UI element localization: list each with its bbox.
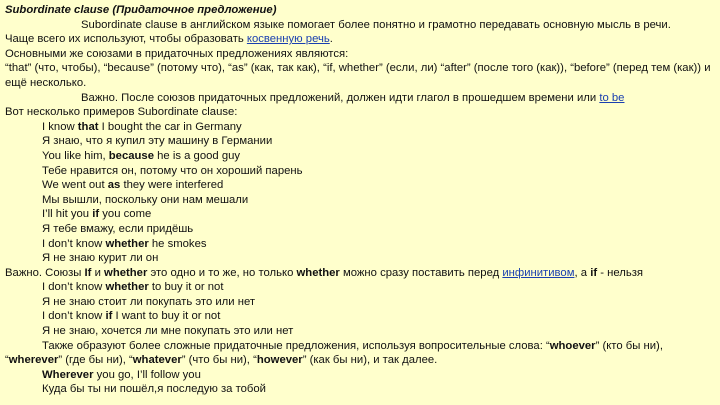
page-title: Subordinate clause (Придаточное предложение)	[5, 4, 277, 16]
example-translation: Тебе нравится он, потому что он хороший парень	[42, 164, 303, 177]
example-line: I don’t know whether he smokes	[42, 237, 207, 250]
intro-paragraph: Subordinate clause в английском языке помогает более понятно и грамотно передавать основную мысль в речи.	[81, 18, 671, 31]
example-line: I know that I bought the car in Germany	[42, 120, 242, 133]
keyword: whether	[105, 281, 149, 294]
example-translation: Мы вышли, поскольку они нам мешали	[42, 193, 249, 206]
if-whether-note: Важно. Союзы If и whether это одно и то же, но только whether можно сразу поставить перед инфинитивом, а if - нельзя	[5, 266, 644, 279]
example-line: I don’t know whether to buy it or not	[42, 281, 224, 294]
infinitive-link[interactable]: инфинитивом	[502, 266, 575, 279]
conjunctions-list: “that” (что, чтобы), “because” (потому что), “as” (как, так как), “if, whether” (если, ли) “after” (после того (как)), “before” (перед тем (как)) и ещё несколько.	[5, 62, 711, 89]
example-line: We went out as they were interfered	[42, 179, 224, 192]
example-line: I’ll hit you if you come	[42, 208, 152, 221]
example-translation: Куда бы ты ни пошёл,я последую за тобой	[42, 383, 266, 396]
keyword: that	[77, 120, 99, 133]
keyword: if	[92, 208, 100, 221]
keyword: as	[107, 179, 121, 192]
important-text: Важно. После союзов придаточных предложений, должен идти глагол в прошедшем времени или	[81, 91, 600, 104]
example-translation: Я тебе вмажу, если придёшь	[42, 222, 194, 235]
example-line: Wherever you go, I’ll follow you	[42, 368, 201, 381]
example-translation: Я знаю, что я купил эту машину в Германии	[42, 135, 273, 148]
examples-heading: Вот несколько примеров Subordinate clause:	[5, 106, 238, 119]
example-translation: Я не знаю курит ли он	[42, 252, 159, 265]
keyword: if	[105, 310, 113, 323]
usage-text-after: .	[329, 33, 333, 46]
to-be-link[interactable]: to be	[599, 91, 625, 104]
keyword: Wherever	[42, 368, 94, 381]
question-words-paragraph: Также образуют более сложные придаточные предложения, используя вопросительные слова: “whoever” (кто бы ни), “wherever” (где бы ни), “whatever” (что бы ни), “however” (как бы ни), и так далее.	[5, 339, 663, 367]
important-paragraph	[5, 91, 713, 106]
example-translation: Я не знаю стоит ли покупать это или нет	[42, 295, 256, 308]
example-translation: Я не знаю, хочется ли мне покупать это или нет	[42, 325, 294, 338]
conjunctions-heading: Основными же союзами в придаточных предложениях являются:	[5, 47, 349, 60]
indirect-speech-link[interactable]: косвенную речь	[246, 33, 330, 46]
example-line: You like him, because he is a good guy	[42, 149, 241, 162]
example-line: I don’t know if I want to buy it or not	[42, 310, 221, 323]
keyword: because	[108, 149, 154, 162]
usage-text-before: Чаще всего их используют, чтобы образовать	[5, 33, 247, 46]
keyword: whether	[105, 237, 149, 250]
usage-paragraph	[5, 32, 713, 47]
